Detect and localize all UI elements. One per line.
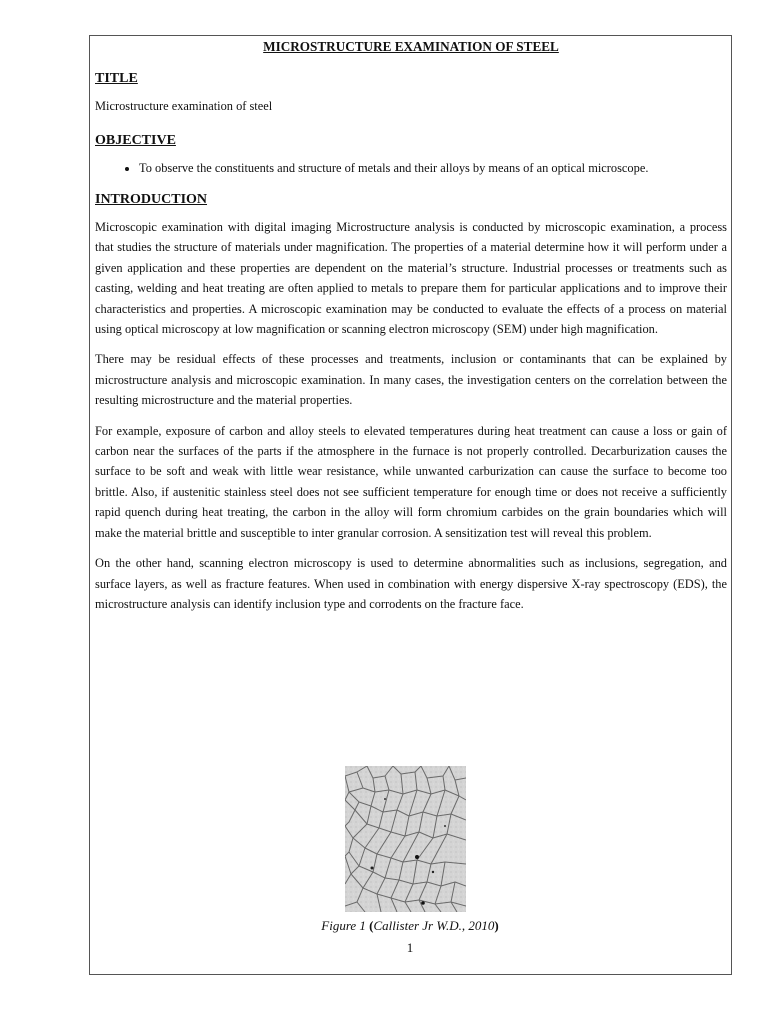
objective-bullet: • To observe the constituents and structure of metals and their alloys by means of an optical microscope. xyxy=(139,158,727,179)
figure-caption xyxy=(200,918,620,934)
objective-list xyxy=(95,158,727,179)
intro-paragraph-1: Microscopic examination with digital imaging Microstructure analysis is conducted by microscopic examination, a process that studies the structure of materials under magnification. The properties of a material determine how it will perform under a given application and these properties are dependent on the material’s structure. Industrial processes or treatments such as casting, welding and heat treating are often applied to metals to prepare them for particular applications and to improve their characteristics and properties. A microscopic examination may be conducted to evaluate the effects of a process on material using optical microscopy at low magnification or scanning electron microscopy (SEM) under high magnification. xyxy=(95,220,727,337)
document-body xyxy=(95,38,727,624)
figure-label: Figure 1 xyxy=(321,918,366,933)
title-text: Microstructure examination of steel xyxy=(95,99,273,113)
microstructure-micrograph xyxy=(345,766,466,912)
intro-paragraph-3: For example, exposure of carbon and alloy steels to elevated temperatures during heat treatment can cause a loss or gain of carbon near the surfaces of the parts if the atmosphere in the furnace is not properly controlled. Decarburization causes the surface to be soft and weak with little wear resistance, while unwanted carburization can cause the surface to become too brittle. Also, if austenitic stainless steel does not see sufficient temperature for enough time or does not receive a sufficiently rapid quench during heat treating, the carbon in the alloy will form chromium carbides on the grain boundaries which will make the material brittle and susceptible to inter granular corrosion. A sensitization test will reveal this problem. xyxy=(95,423,727,540)
page-number: 1 xyxy=(406,940,414,955)
title-heading: TITLE xyxy=(95,71,138,86)
objective-heading: OBJECTIVE xyxy=(95,133,176,148)
caption-open-paren: ( xyxy=(369,918,374,933)
caption-close-paren: ) xyxy=(494,918,499,933)
figure-citation: Callister Jr W.D., 2010 xyxy=(373,918,495,933)
intro-paragraph-4: On the other hand, scanning electron microscopy is used to determine abnormalities such as inclusions, segregation, and surface layers, as well as fracture features. When used in combination with energy dispersive X-ray spectroscopy (EDS), the microstructure analysis can identify inclusion type and corrodents on the fracture face. xyxy=(95,556,727,611)
document-title: MICROSTRUCTURE EXAMINATION OF STEEL xyxy=(263,39,559,54)
intro-paragraph-2: There may be residual effects of these processes and treatments, inclusion or contaminants that can be explained by microstructure analysis and microscopic examination. In many cases, the investigation centers on the correlation between the resulting microstructure and the material properties. xyxy=(95,352,727,408)
introduction-heading: INTRODUCTION xyxy=(95,192,208,207)
